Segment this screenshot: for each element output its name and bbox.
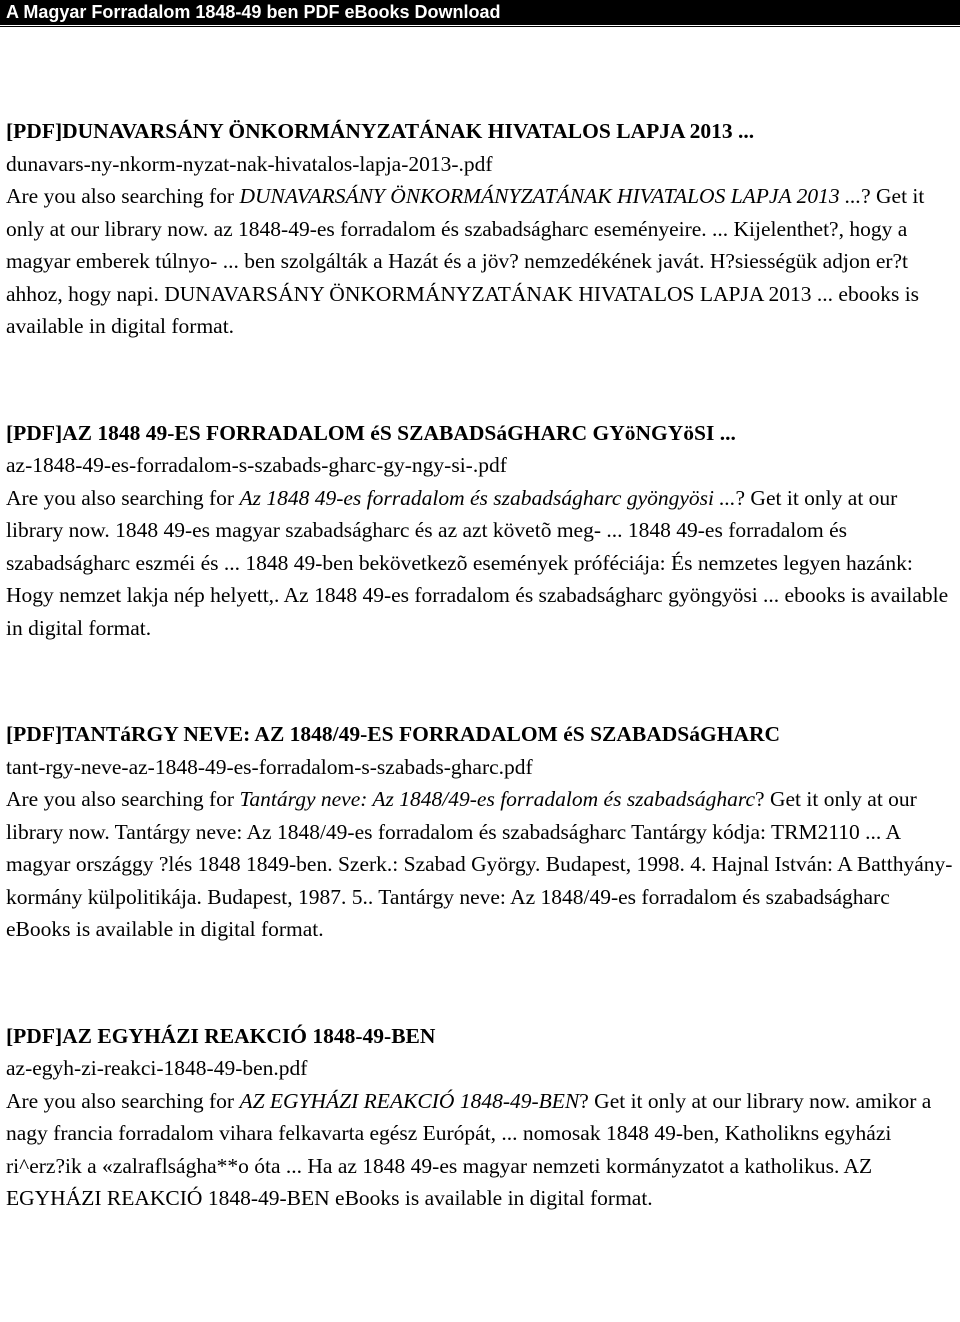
description-text: ? Get it only at our library now. amikor a nagy francia forradalom vihara felkavarta egész Európát, ... nomosak 1848 49-ben, Katholikns egyházi ri^erz?ik a «zalraflságha**o óta ... Ha az 1848 49-es magyar nemzeti kormányzatot a katholikus. AZ EGYHÁZI REAKCIÓ 1848-49-BEN eBooks is available in digital format. bbox=[6, 1088, 932, 1210]
search-prefix: Are you also searching for bbox=[6, 485, 240, 510]
header-divider bbox=[0, 26, 960, 27]
search-prefix: Are you also searching for bbox=[6, 184, 240, 208]
ebook-filename: az-1848-49-es-forradalom-s-szabads-gharc-gy-ngy-si-.pdf bbox=[6, 453, 507, 477]
ebook-entry bbox=[6, 718, 954, 946]
ebook-description bbox=[6, 783, 954, 946]
ebook-filename: az-egyh-zi-reakci-1848-49-ben.pdf bbox=[6, 1056, 308, 1080]
ebook-filename: tant-rgy-neve-az-1848-49-es-forradalom-s-szabads-gharc.pdf bbox=[6, 754, 533, 779]
ebook-filename: dunavars-ny-nkorm-nyzat-nak-hivatalos-lapja-2013-.pdf bbox=[6, 151, 493, 176]
search-prefix: Are you also searching for bbox=[6, 787, 240, 811]
page-title: A Magyar Forradalom 1848-49 ben PDF eBooks Download bbox=[6, 2, 501, 22]
ebook-results-list bbox=[6, 115, 954, 1215]
description-text: ? Get it only at our library now. az 1848-49-es forradalom és szabadságharc eseményeire. ... Kijelenthet?, hogy a magyar emberek túlnyo- ... ben szolgálták a Hazát és a jöv? nemzedékének javát. H?siességük adjon er?t ahhoz, hogy napi. DUNAVARSÁNY ÖNKORMÁNYZATÁNAK HIVATALOS LAPJA 2013 ... ebooks is available in digital format. bbox=[6, 184, 925, 338]
search-prefix: Are you also searching for bbox=[6, 1088, 240, 1113]
ebook-entry bbox=[6, 1020, 954, 1215]
ebook-entry bbox=[6, 115, 954, 343]
ebook-title-link[interactable]: [PDF]AZ 1848 49-ES FORRADALOM éS SZABADSáGHARC GYöNGYöSI ... bbox=[6, 420, 736, 445]
ebook-description bbox=[6, 1085, 954, 1215]
ebook-entry bbox=[6, 417, 954, 645]
search-title: AZ EGYHÁZI REAKCIÓ 1848-49-BEN bbox=[239, 1088, 580, 1113]
search-title: DUNAVARSÁNY ÖNKORMÁNYZATÁNAK HIVATALOS LAPJA 2013 ... bbox=[239, 184, 862, 208]
ebook-title-link[interactable]: [PDF]AZ EGYHÁZI REAKCIÓ 1848-49-BEN bbox=[6, 1023, 436, 1048]
description-text: ? Get it only at our library now. 1848 49-es magyar szabadságharc és az azt követõ meg- ... 1848 49-es forradalom és szabadságharc eszméi és ... 1848 49-ben bekövetkezõ események próféciája: És nemzetes legyen hazánk: Hogy nemzet lakja nép helyett,. Az 1848 49-es forradalom és szabadságharc gyöngyösi ... ebooks is available in digital format. bbox=[6, 485, 949, 640]
header-bar bbox=[0, 0, 960, 25]
description-text: ? Get it only at our library now. Tantárgy neve: Az 1848/49-es forradalom és szabadságharc Tantárgy kódja: TRM2110 ... A magyar országgy ?lés 1848 1849-ben. Szerk.: Szabad György. Budapest, 1998. 4. Hajnal István: A Batthyány-kormány külpolitikája. Budapest, 1987. 5.. Tantárgy neve: Az 1848/49-es forradalom és szabadságharc eBooks is available in digital format. bbox=[6, 787, 953, 941]
ebook-description bbox=[6, 180, 954, 343]
search-title: Az 1848 49-es forradalom és szabadságharc gyöngyösi ... bbox=[239, 485, 736, 510]
ebook-title-link[interactable]: [PDF]DUNAVARSÁNY ÖNKORMÁNYZATÁNAK HIVATALOS LAPJA 2013 ... bbox=[6, 119, 755, 143]
ebook-description bbox=[6, 482, 954, 645]
search-title: Tantárgy neve: Az 1848/49-es forradalom és szabadságharc bbox=[239, 787, 756, 811]
ebook-title-link[interactable]: [PDF]TANTáRGY NEVE: AZ 1848/49-ES FORRADALOM éS SZABADSáGHARC bbox=[6, 722, 781, 746]
